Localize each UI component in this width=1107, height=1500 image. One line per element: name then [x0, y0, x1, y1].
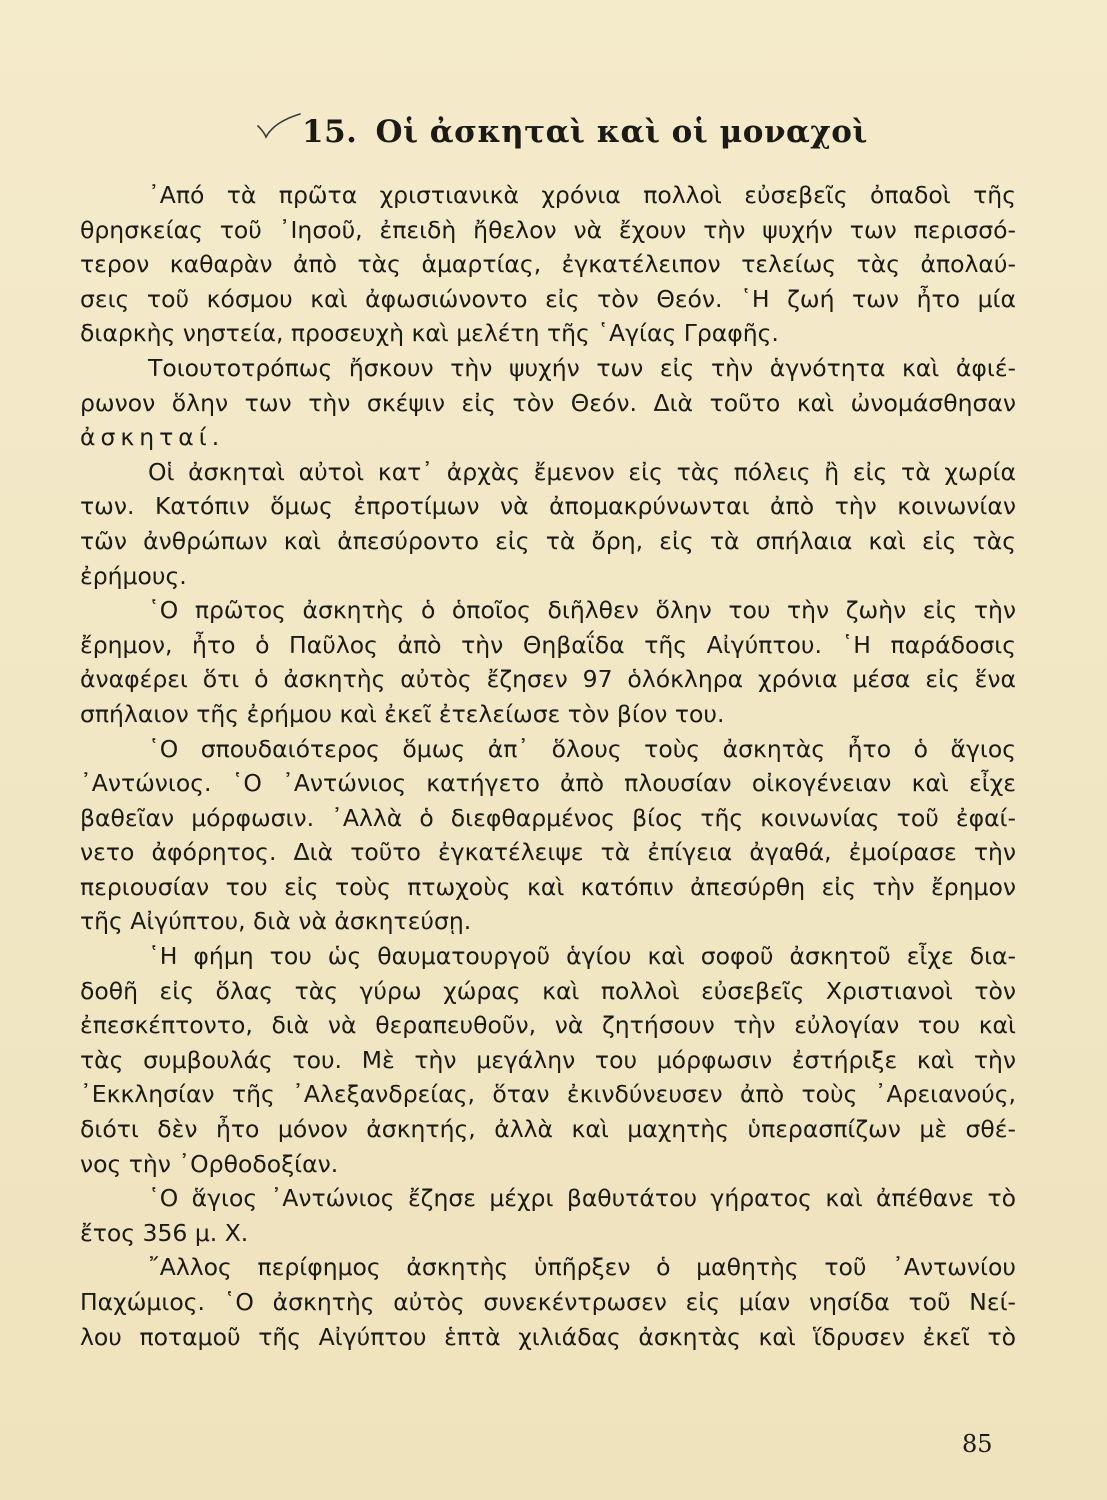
text-line: νετο ἀφόρητος. Διὰ τοῦτο ἐγκατέλειψε τὰ ἐπίγεια ἀγαθά, ἐμοίρασε τὴν	[80, 838, 1016, 867]
text-line: ᾿Από τὰ πρῶτα χριστιανικὰ χρόνια πολλοὶ εὐσεβεῖς ὀπαδοὶ τῆς	[148, 181, 1016, 209]
text-line: ᾿Εκκλησίαν τῆς ᾿Αλεξανδρείας, ὅταν ἐκινδύνευσεν ἀπὸ τοὺς ᾿Αρειανούς,	[80, 1080, 1016, 1109]
chapter-title: Οἱ ἀσκηταὶ καὶ οἱ μοναχοὶ	[375, 114, 868, 150]
text-line: ἔρημον, ἦτο ὁ Παῦλος ἀπὸ τὴν Θηβαΐδα τῆς Αἰγύπτου. ῾Η παράδοσις	[80, 630, 1016, 659]
text-line: ῎Αλλος περίφημος ἀσκητὴς ὑπῆρξεν ὁ μαθητὴς τοῦ ᾿Αντωνίου	[148, 1253, 1016, 1282]
paragraph	[80, 732, 1016, 940]
chapter-heading	[302, 114, 868, 150]
paragraph	[80, 1250, 1016, 1354]
text-line: ᾿Αντώνιος. ῾Ο ᾿Αντώνιος κατήγετο ἀπὸ πλουσίαν οἰκογένειαν καὶ εἶχε	[80, 769, 1016, 798]
text-line: ῾Η φήμη του ὡς θαυματουργοῦ ἁγίου καὶ σοφοῦ ἀσκητοῦ εἶχε δια-	[148, 942, 1016, 971]
text-line: τῶν ἀνθρώπων καὶ ἀπεσύροντο εἰς τὰ ὄρη, εἰς τὰ σπήλαια καὶ εἰς τὰς	[80, 526, 1016, 555]
text-line: σπήλαιον τῆς ἐρήμου καὶ ἐκεῖ ἐτελείωσε τὸν βίον του.	[80, 699, 725, 728]
paragraph	[80, 939, 1016, 1181]
text-line: νος τὴν ᾿Ορθοδοξίαν.	[80, 1149, 339, 1178]
text-line: διότι δὲν ἦτο μόνον ἀσκητής, ἀλλὰ καὶ μαχητὴς ὑπερασπίζων μὲ σθέ-	[80, 1115, 1016, 1144]
text-line: τῆς Αἰγύπτου, διὰ νὰ ἀσκητεύσῃ.	[80, 907, 472, 936]
paragraph	[80, 1181, 1016, 1250]
paragraph	[80, 593, 1016, 731]
text-line: Παχώμιος. ῾Ο ἀσκητὴς αὐτὸς συνεκέντρωσεν εἰς μίαν νησίδα τοῦ Νεί-	[80, 1288, 1016, 1316]
text-line: Οἱ ἀσκηταὶ αὐτοὶ κατ᾿ ἀρχὰς ἔμενον εἰς τὰς πόλεις ἢ εἰς τὰ χωρία	[148, 457, 1016, 486]
chapter-number: 15.	[302, 114, 358, 150]
text-line: ἐπεσκέπτοντο, διὰ νὰ θεραπευθοῦν, νὰ ζητήσουν τὴν εὐλογίαν του καὶ	[80, 1011, 1016, 1040]
text-line: θρησκείας τοῦ ᾿Ιησοῦ, ἐπειδὴ ἤθελον νὰ ἔχουν τὴν ψυχήν των περισσό-	[80, 215, 1016, 244]
paragraph	[80, 455, 1016, 593]
text-line: δοθῆ εἰς ὅλας τὰς γύρω χώρας καὶ πολλοὶ εὐσεβεῖς Χριστιανοὶ τὸν	[80, 976, 1016, 1005]
text-line: ἀσκηταί.	[80, 423, 225, 452]
text-line: ῾Ο ἅγιος ᾿Αντώνιος ἔζησε μέχρι βαθυτάτου γήρατος καὶ ἀπέθανε τὸ	[148, 1184, 1016, 1213]
text-line: ἀναφέρει ὅτι ὁ ἀσκητὴς αὐτὸς ἔζησεν 97 ὁλόκληρα χρόνια μέσα εἰς ἕνα	[80, 665, 1016, 694]
text-line: τερον καθαρὰν ἀπὸ τὰς ἁμαρτίας, ἐγκατέλειπον τελείως τὰς ἀπολαύ-	[80, 250, 1016, 279]
body-text	[80, 178, 1016, 1354]
paragraph	[80, 178, 1016, 351]
paragraph	[80, 351, 1016, 455]
text-line: ῾Ο πρῶτος ἀσκητὴς ὁ ὁποῖος διῆλθεν ὅλην του τὴν ζωὴν εἰς τὴν	[148, 596, 1016, 625]
text-line: διαρκὴς νηστεία, προσευχὴ καὶ μελέτη τῆς ῾Αγίας Γραφῆς.	[80, 319, 779, 348]
text-line: βαθεῖαν μόρφωσιν. ᾿Αλλὰ ὁ διεφθαρμένος βίος τῆς κοινωνίας τοῦ ἐφαί-	[80, 803, 1016, 832]
text-line: των. Κατόπιν ὅμως ἐπροτίμων νὰ ἀπομακρύνωνται ἀπὸ τὴν κοινωνίαν	[80, 492, 1016, 521]
text-line: σεις τοῦ κόσμου καὶ ἀφωσιώνοντο εἰς τὸν Θεόν. ῾Η ζωή των ἦτο μία	[80, 284, 1016, 313]
text-line: περιουσίαν του εἰς τοὺς πτωχοὺς καὶ κατόπιν ἀπεσύρθη εἰς τὴν ἔρημον	[80, 872, 1016, 901]
pencil-checkmark-icon	[256, 110, 302, 144]
text-line: τὰς συμβουλάς του. Μὲ τὴν μεγάλην του μόρφωσιν ἐστήριξε καὶ τὴν	[80, 1045, 1016, 1074]
text-line: ἐρήμους.	[80, 561, 187, 590]
text-line: Τοιουτοτρόπως ἤσκουν τὴν ψυχήν των εἰς τὴν ἁγνότητα καὶ ἀφιέ-	[148, 353, 1016, 382]
text-line: ἔτος 356 μ. Χ.	[80, 1218, 249, 1247]
text-line: ῾Ο σπουδαιότερος ὅμως ἀπ᾿ ὅλους τοὺς ἀσκητὰς ἦτο ὁ ἅγιος	[148, 734, 1016, 763]
page-number: 85	[962, 1430, 993, 1458]
text-line: ρωνον ὅλην των τὴν σκέψιν εἰς τὸν Θεόν. Διὰ τοῦτο καὶ ὠνομάσθησαν	[80, 388, 1016, 417]
text-line: λου ποταμοῦ τῆς Αἰγύπτου ἑπτὰ χιλιάδας ἀσκητὰς καὶ ἵδρυσεν ἐκεῖ τὸ	[80, 1322, 1016, 1351]
